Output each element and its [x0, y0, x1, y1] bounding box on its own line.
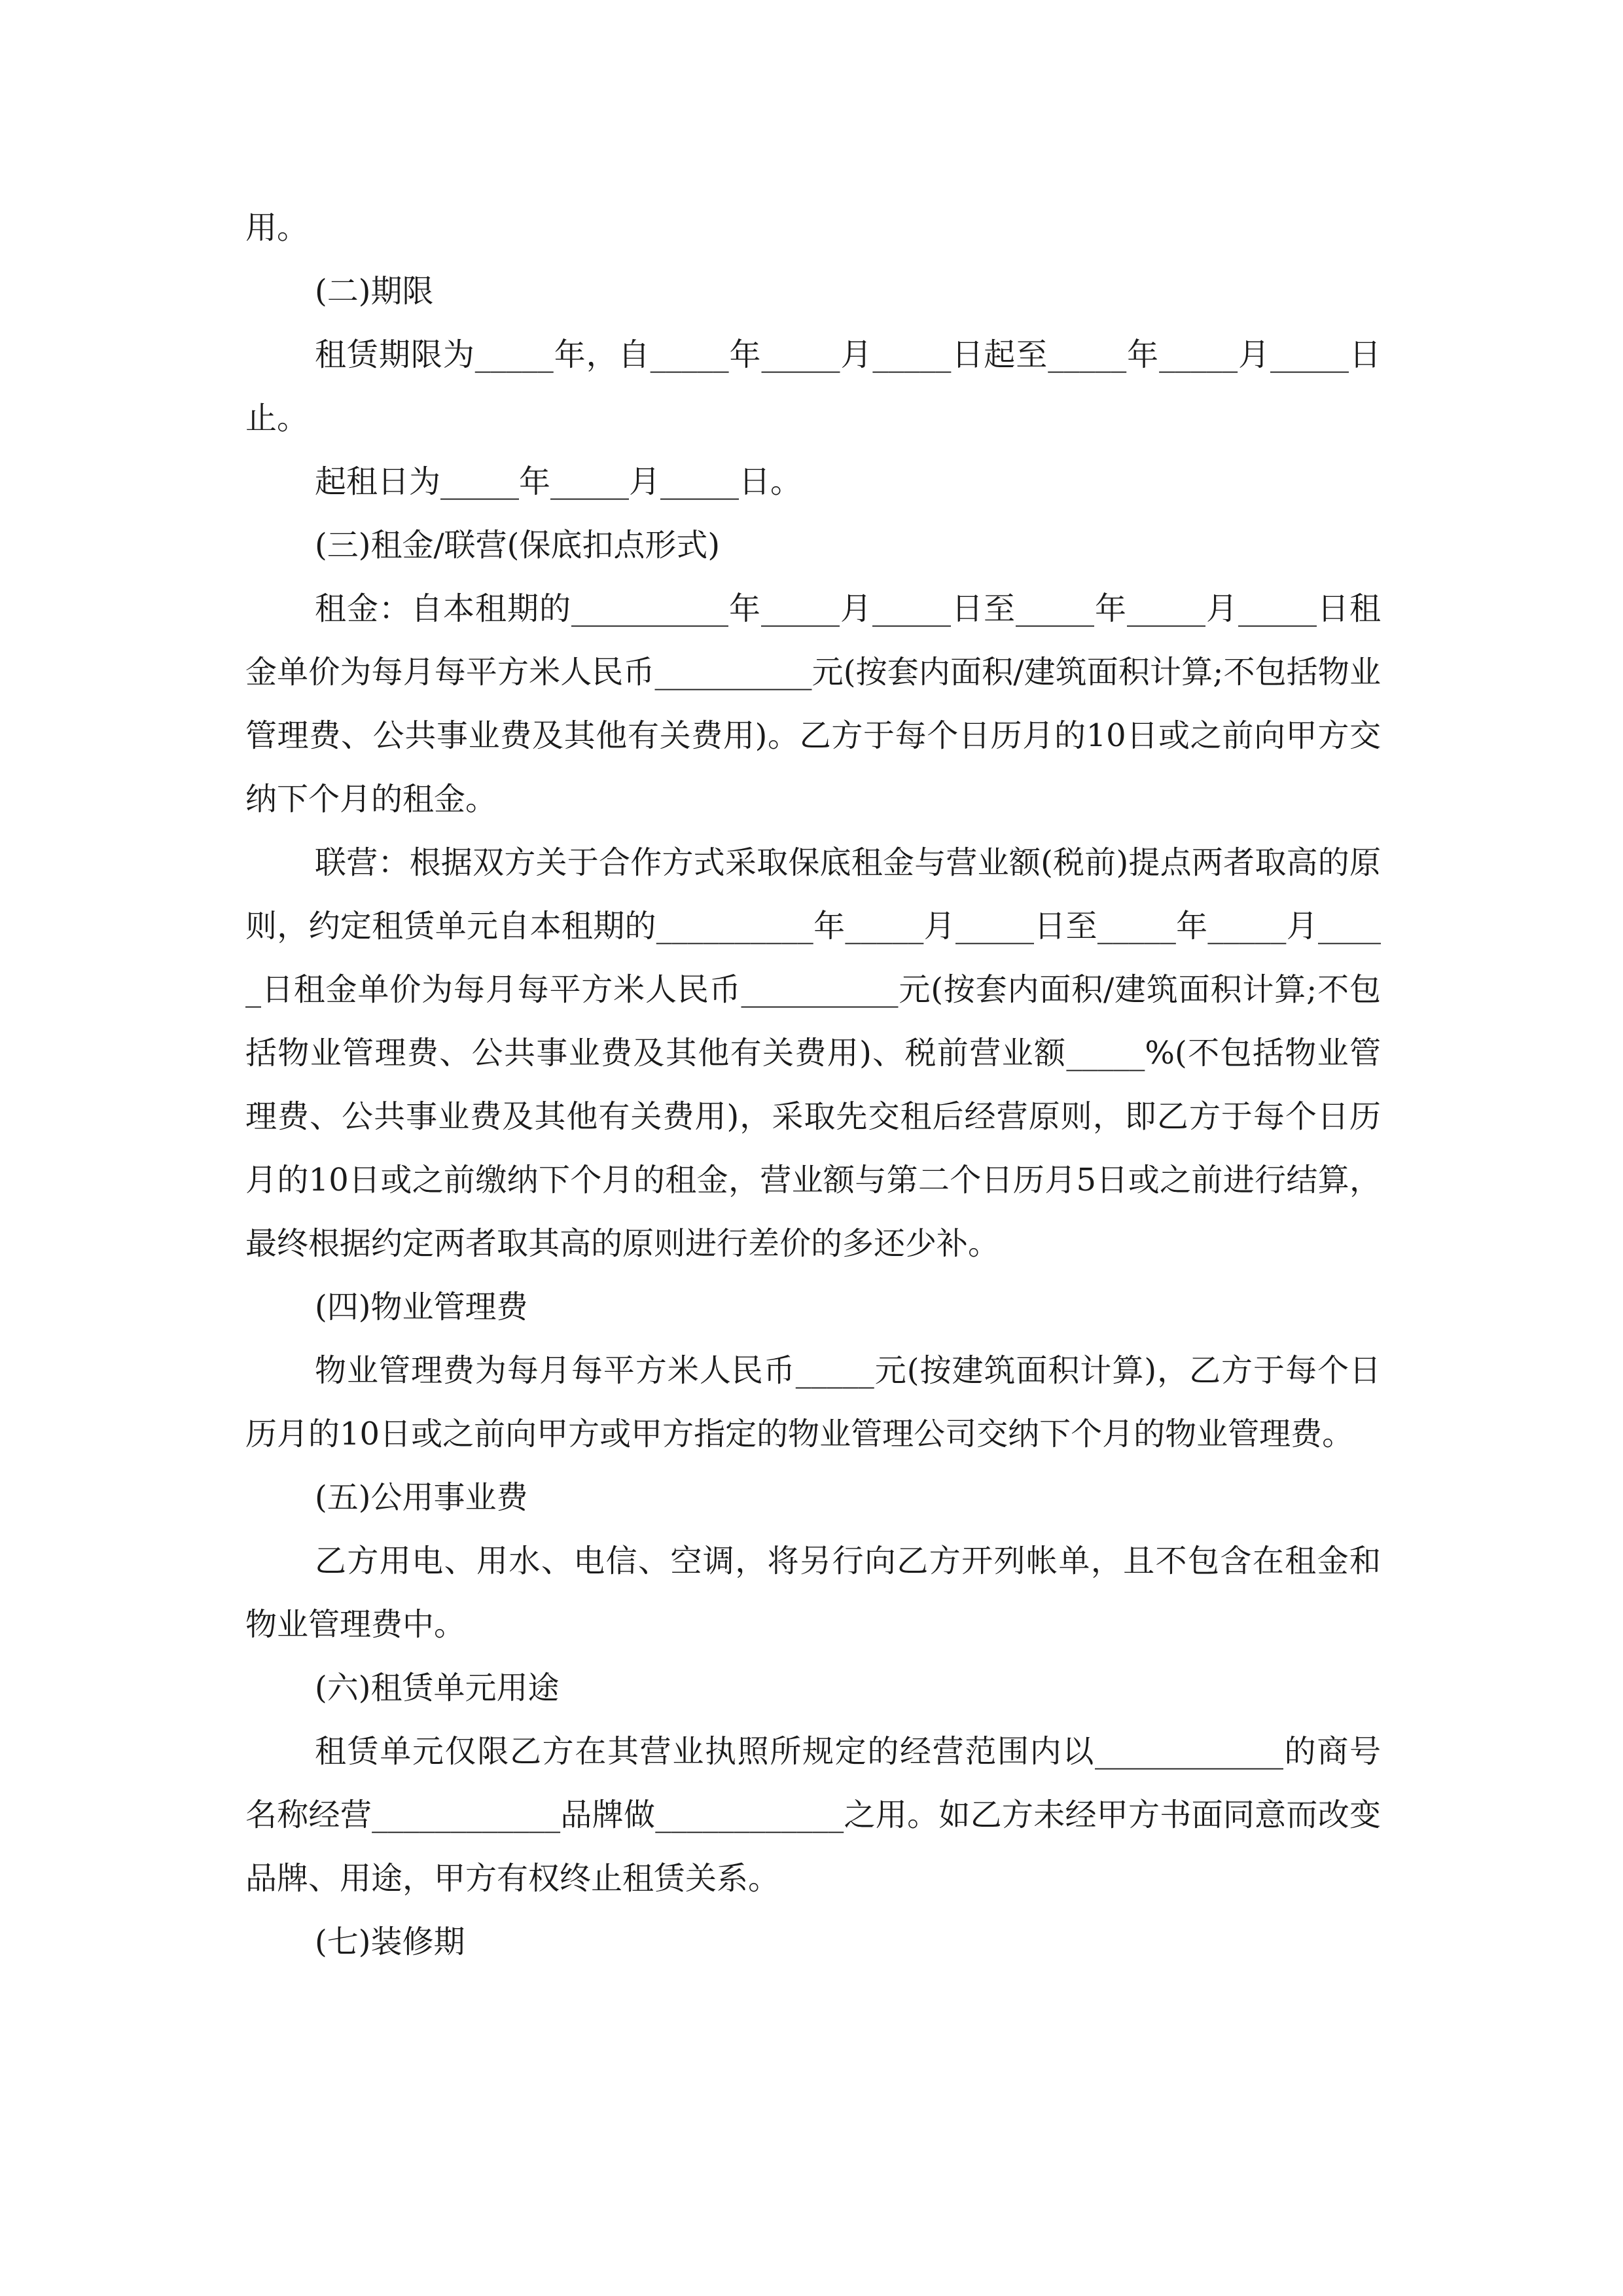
- paragraph-joint-operation: 联营：根据双方关于合作方式采取保底租金与营业额(税前)提点两者取高的原则，约定租赁单元自本租期的__________年_____月_____日至_____年_____月_____日租金单价为每月每平方米人民币__________元(按套内面积/建筑面积计算;不包括物业管理费、公共事业费及其他有关费用)、税前营业额_____%(不包括物业管理费、公共事业费及其他有关费用)，采取先交租后经营原则，即乙方于每个日历月的10日或之前缴纳下个月的租金，营业额与第二个日历月5日或之前进行结算，最终根据约定两者取其高的原则进行差价的多还少补。: [245, 844, 1381, 1262]
- paragraph-lease-term: 租赁期限为_____年，自_____年_____月_____日起至_____年_____月_____日止。: [245, 336, 1381, 437]
- paragraph-usage: 租赁单元仅限乙方在其营业执照所规定的经营范围内以____________的商号名称经营____________品牌做____________之用。如乙方未经甲方书面同意而改变品牌、用途，甲方有权终止租赁关系。: [245, 1733, 1381, 1897]
- paragraph-rent: 租金：自本租期的__________年_____月_____日至_____年_____月_____日租金单价为每月每平方米人民币__________元(按套内面积/建筑面积计算;不包括物业管理费、公共事业费及其他有关费用)。乙方于每个日历月的10日或之前向甲方交纳下个月的租金。: [245, 590, 1381, 817]
- section-heading-decoration-period: (七)装修期: [315, 1924, 465, 1960]
- section-heading-term: (二)期限: [315, 273, 434, 310]
- paragraph-property-fee: 物业管理费为每月每平方米人民币_____元(按建筑面积计算)，乙方于每个日历月的10日或之前向甲方或甲方指定的物业管理公司交纳下个月的物业管理费。: [245, 1352, 1381, 1452]
- paragraph-continuation: 用。: [245, 209, 309, 246]
- document-page: [245, 196, 1381, 1974]
- section-heading-rent: (三)租金/联营(保底扣点形式): [315, 527, 721, 564]
- paragraph-utilities: 乙方用电、用水、电信、空调，将另行向乙方开列帐单，且不包含在租金和物业管理费中。: [245, 1543, 1381, 1643]
- section-heading-utilities: (五)公用事业费: [315, 1479, 528, 1516]
- paragraph-rent-start-date: 起租日为_____年_____月_____日。: [315, 463, 802, 500]
- section-heading-property-fee: (四)物业管理费: [315, 1289, 528, 1325]
- section-heading-usage: (六)租赁单元用途: [315, 1670, 560, 1706]
